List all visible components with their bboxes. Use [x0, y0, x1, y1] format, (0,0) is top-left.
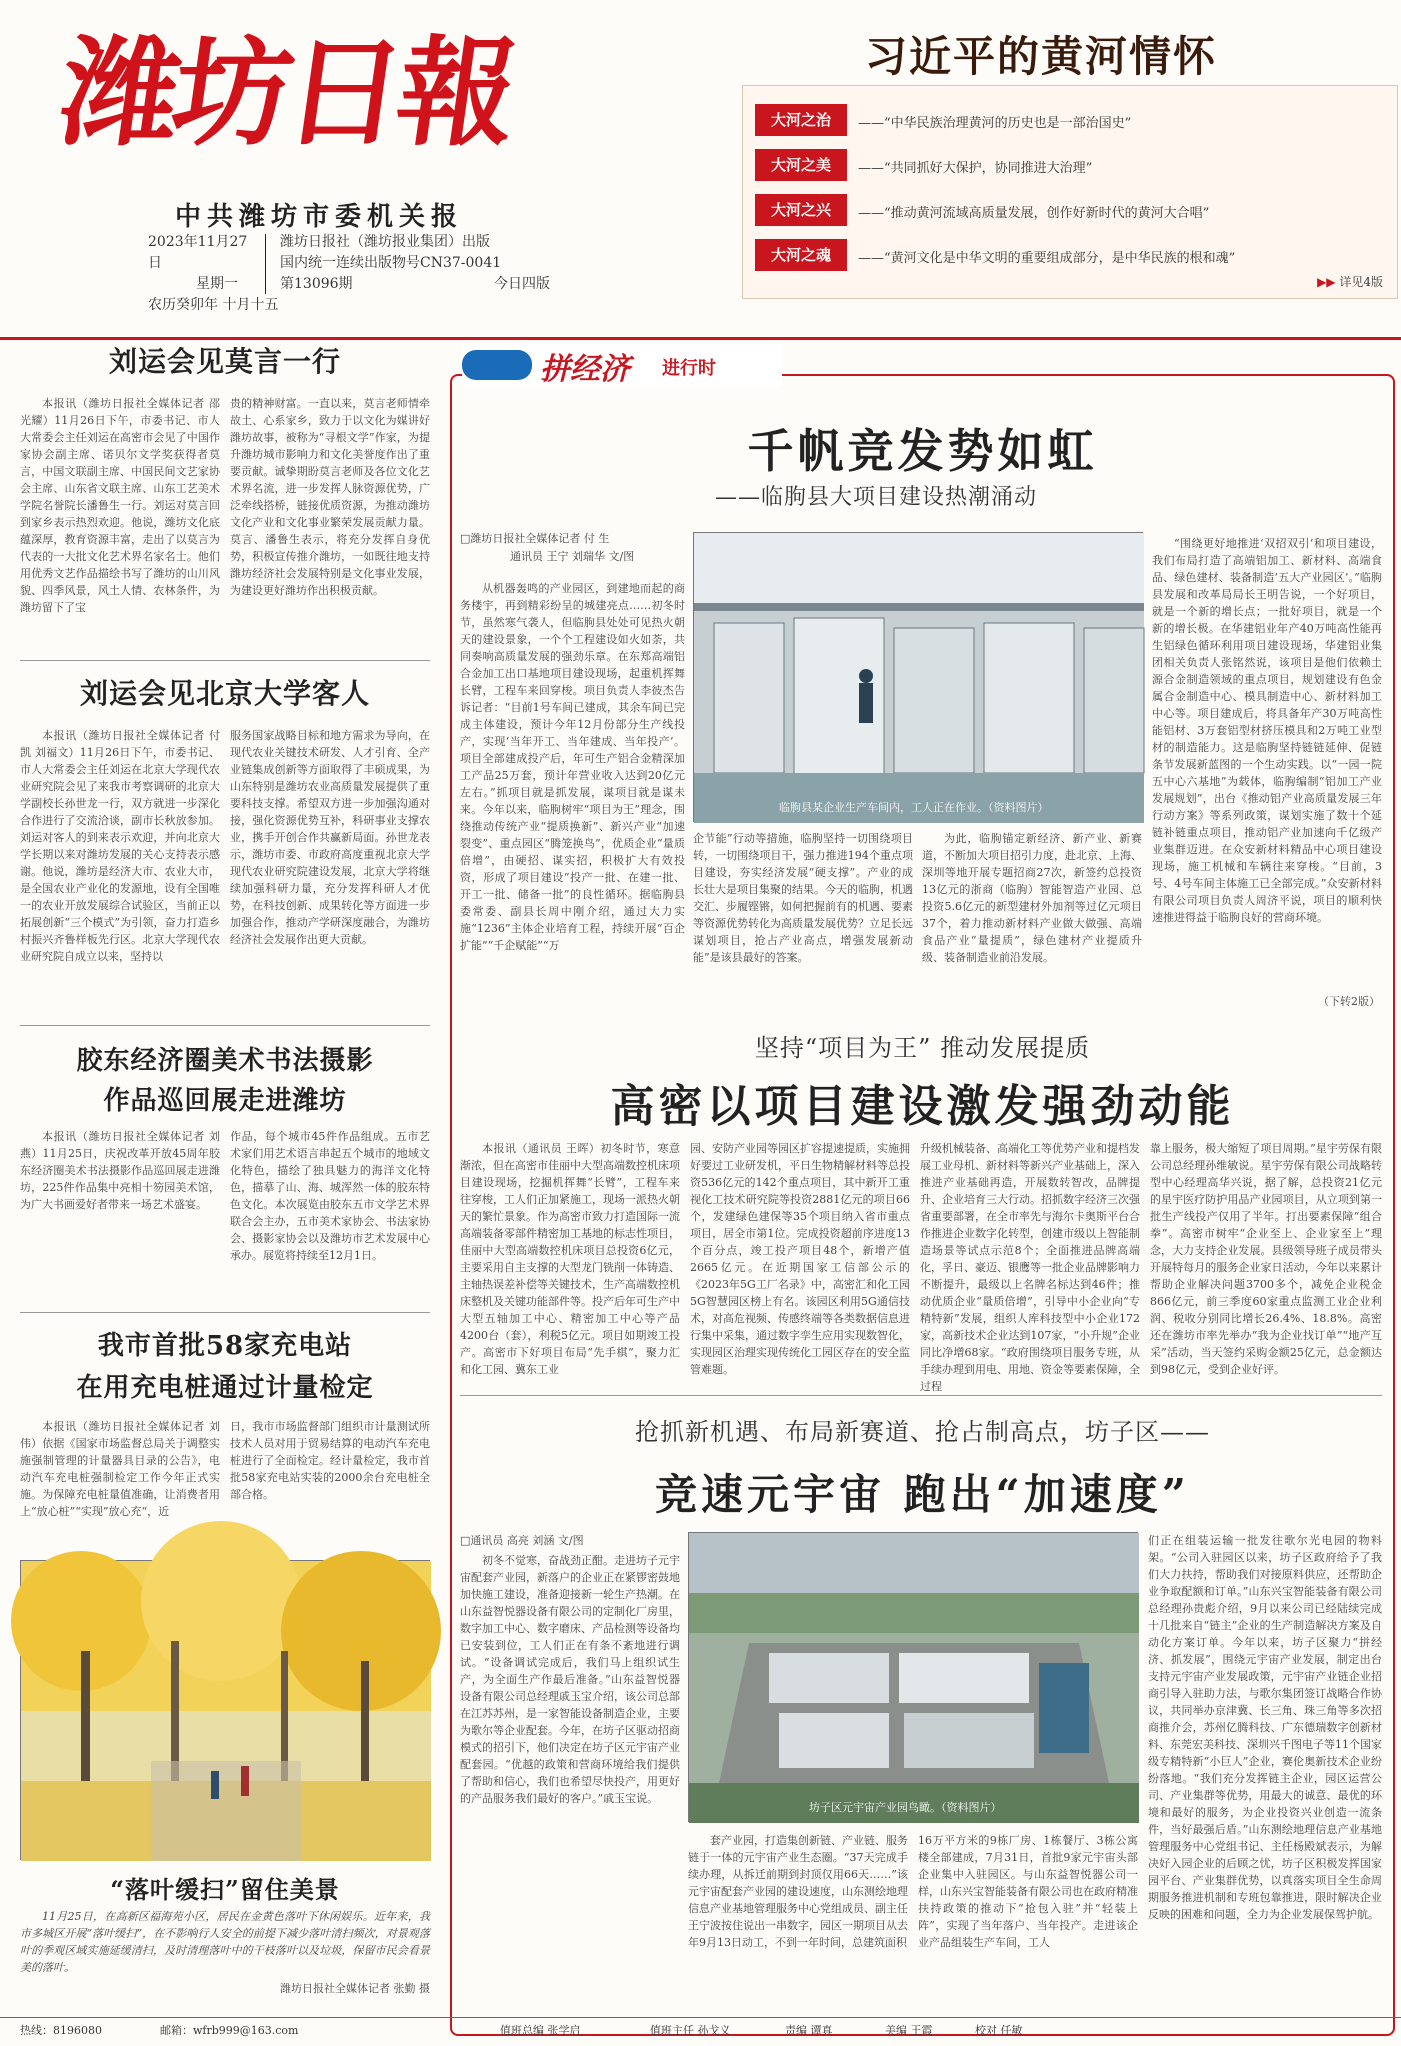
article-4-title-2[interactable]: 在用充电桩通过计量检定 — [76, 1373, 374, 1403]
globe-icon — [462, 350, 532, 380]
column-logo-main: 拼经济 — [540, 352, 630, 387]
article-2-title[interactable]: 刘运会见北京大学客人 — [79, 677, 370, 710]
story-3-col-4: 们正在组装运输一批发往歌尔光电园的物料架。“公司入驻园区以来，坊子区政府给予了我们大力扶持，帮助我们对接原料供应，还帮助企业争取配额和订单。”山东兴宝智能装备有限公司总经理孙贵彪介绍，9月以来公司已经陆续完成十几批来自“链主”企业的生产制造解决方案及自动化方案订单。今年以来，坊子区聚力“拼经济、抓发展”，围绕元宇宙产业发展，制定出台支持元宇宙产业发展政策，元宇宙产业链企业招商引导入驻助力法，与歌尔集团签订战略合作协议，共同举办京津冀、长三角、珠三角等多次招商推介会，苏州亿腾科技、广东德瑞数字创新材料、东莞宏美科技、深圳兴千图电子等11个国家级专精特新“小巨人”企业，赛伦奥新技术企业纷纷落地。“我们充分发挥链主企业，园区运营公司、产业集群等优势，用最大的诚意、最优的环境和最好的服务，为企业投资兴业创造一流条件，当好最强后盾。”山东测绘地理信息产业基地管理服务中心党组书记、主任杨殿斌表示，为解决好入园企业的后顾之忧，坊子区积极发挥国家园平台、产业集群优势，以真落实项目全生命周期服务推进机制和专班包靠推进，限时解决企业反映的困难和问题，全力为企业发展保驾护航。 — [1148, 1534, 1382, 1921]
story-1-subtitle: ——临朐县大项目建设热潮涌动 — [715, 485, 1038, 510]
story-1-byline-1: □潍坊日报社全媒体记者 付 生 — [460, 532, 610, 545]
story-3-col-1: 初冬不觉寒，奋战劲正酣。走进坊子元宇宙配套产业园，新落户的企业正在紧锣密鼓地加快施工建设，准备迎接新一轮生产热潮。在山东益智悦器设备有限公司的定制化厂房里，数字加工中心、数字磨床、产品检测等设备均已安装到位，工人们正在有条不紊地进行调试。“设备调试完成后，我们马上组织试生产，为全面生产作最后准备。”山东益智悦器设备有限公司总经理戚玉宝介绍，该公司总部在江苏苏州，是一家智能设备制造企业，主要为歌尔等企业配套。今年，在坊子区驱动招商模式的招引下，他们决定在坊子区元宇宙产业配套园。“优越的政策和营商环境给我们提供了帮助和信心，我们也希望尽快投产，用更好的产品服务我们最好的客户。”戚玉宝说。 — [460, 1554, 680, 1805]
article-1-col-2: 贵的精神财富。一直以来，莫言老师情牵故土、心系家乡，致力于以文化为媒讲好潍坊故事，被称为“寻根文学”作家，为提升潍坊城市影响力和文化美誉度作出了重要贡献。诚挚期盼莫言老师及各位文化艺术界名流，进一步发挥人脉资源优势，广泛牵线搭桥，链接优质资源，为推动潍坊文化产业和文化事业繁荣发展贡献力量。莫言、潘鲁生表示，将充分发挥自身优势，积极宣传推介潍坊，一如既往地支持潍坊经济社会发展特别是文化事业发展，为建设更好潍坊作出积极贡献。 — [230, 397, 430, 597]
story-1-byline-2: 通讯员 王宁 刘瑞华 文/图 — [510, 550, 635, 563]
cn-number: 国内统一连续出版物号CN37-0041 — [280, 255, 502, 271]
story-1-col-3: 为此，临朐锚定新经济、新产业、新赛道，不断加大项目招引力度，赴北京、上海、深圳等地开展专题招商27次，新签约总投资13亿元的浙商（临朐）智能智造产业园、总投资5.6亿元的新型建材外加剂等过亿元项目37个，着力推动新材料产业做大做强、高端食品产业“量提质”，绿色建材产业提质升级、装备制造业前沿发展。 — [922, 832, 1142, 964]
feature-box — [742, 85, 1398, 299]
story-2-col-1: 本报讯（通讯员 王晖）初冬时节，寒意渐浓，但在高密市佳丽中大型高端数控机床项目建设现场，挖掘机挥舞“长臂”，工程车来往穿梭，工人们正加紧施工，现场一派热火朝天的繁忙景象。作为高密市致力打造国际一流高端装备零部件精密加工基地的标志性项目，佳丽中大型高端数控机床项目总投资6亿元，主要采用自主支撑的大型龙门铣削一体铸造、主轴热误差补偿等关键技术，生产高端数控机床整机及关键功能部件等。投产后年可生产中大型五轴加工中心、精密加工中心等产品4200台（套），利税5亿元。项目如期竣工投产。高密市下好项目布局“先手棋”，聚力汇和化工园、冀东工业 — [460, 1142, 680, 1376]
article-1-title[interactable]: 刘运会见莫言一行 — [108, 345, 341, 378]
feature-line-2: ——“共同抓好大保护，协同推进大治理” — [858, 161, 1093, 176]
article-3-title-2[interactable]: 作品巡回展走进潍坊 — [103, 1086, 347, 1116]
aerial-photo-caption: 坊子区元宇宙产业园鸟瞰。（资料图片） — [809, 1801, 1002, 1814]
ginkgo-photo — [20, 1560, 430, 1860]
story-1-col-4: “围绕更好地推进‘双招双引’和项目建设，我们布局打造了高端铝加工、新材料、高端食品、绿色建材、装备制造‘五大产业园区’。”临朐县发展和改革局局长王明告说，一个好项目，就是一个新的增长点；一批好项目，就是一个新的增长极。在华建铝业年产40万吨高性能再生铝绿色循环利用项目建设现场，华建铝业集团相关负责人张铭然说，该项目是他们依赖土源合金制造领域的重点项目，规划建设有色金属合金制造中心、模具制造中心、新材料加工中心等。项目建成后，将具备年产30万吨高性能铝材、3万套铝型材挤压模具和2万吨工业型材的制造能力。这是临朐坚持链链延伸、促链条节发展新蓝图的一个生动实践。以“一园一院五中心六基地”为载体，临朐编制“铝加工产业发展规划”，出台《推动铝产业高质量发展三年行动方案》等系列政策，谋划实施了数十个延链补链重点项目，推动铝产业加速向千亿级产业集群迈进。在众安新材料精品中心项目建设现场，施工机械和车辆往来穿梭。“目前，3号、4号车间主体施工已全部完成。”众安新材料有限公司项目负责人周济平说，项目的顺利快速推进得益于临朐良好的营商环境。 — [1152, 537, 1382, 924]
article-3-col-1: 本报讯（潍坊日报社全媒体记者 刘燕）11月25日，庆祝改革开放45周年胶东经济圈美术书法摄影作品巡回展走进潍坊，225件作品集中亮相十笏园美术馆，为广大书画爱好者带来一场艺术盛宴。 — [20, 1130, 220, 1211]
footer-chief-editor: 值班总编 张学启 — [500, 2024, 581, 2037]
feature-tag-1[interactable]: 大河之治 — [755, 104, 847, 136]
issue-no-row — [280, 274, 550, 295]
story-3-title[interactable]: 竞速元宇宙 跑出“加速度” — [655, 1470, 1190, 1519]
footer-hotline: 热线：8196080 — [20, 2024, 102, 2037]
factory-photo-svg — [694, 533, 1144, 823]
feature-tag-2[interactable]: 大河之美 — [755, 149, 847, 181]
story-1-col-2: 企节能”行动等措施，临朐坚持一切围绕项目转，一切围绕项目干，强力推进194个重点项目建设，夯实经济发展“硬支撑”。产业的成长壮大是项目集聚的结果。今天的临朐，机遇交汇、步履铿锵，如何把握前有的机遇、要素等资源优势转化为高质量发展优势？立足长远谋划项目，抢占产业高点，增强发展新动能”是该县最好的答案。 — [693, 832, 913, 964]
article-1-col-1: 本报讯（潍坊日报社全媒体记者 邵光耀）11月26日下午，市委书记、市人大常委会主任刘运在高密市会见了中国作家协会副主席、诺贝尔文学奖获得者莫言，中国文联副主席、中国民间文艺家协会主席、山东省文联主席、山东工艺美术学院名誉院长潘鲁生一行。刘运对莫言回到家乡表示热烈欢迎。他说，潍坊文化底蕴深厚，教育资源丰富，走出了以莫言为代表的一大批文化艺术界名家名士。他们用优秀文艺作品描绘书写了潍坊的山川风貌、四季风景，风土人情、农林条件，为潍坊留下了宝 — [20, 397, 220, 614]
meta-divider — [265, 234, 266, 294]
article-4-col-2: 日，我市市场监督部门组织市计量测试所技术人员对用于贸易结算的电动汽车充电桩进行了全面检定。经计量检定，我市首批58家充电站实装的2000余台充电桩全部合格。 — [230, 1420, 430, 1501]
feature-title: 习近平的黄河情怀 — [865, 32, 1218, 81]
issue-lunar: 农历癸卯年 十月十五 — [148, 297, 279, 313]
article-4-title-1[interactable]: 我市首批58家充电站 — [97, 1331, 353, 1361]
footer-director: 值班主任 孙戈义 — [650, 2024, 731, 2037]
feature-line-3: ——“推动黄河流域高质量发展，创作好新时代的黄河大合唱” — [858, 206, 1210, 221]
ginkgo-photo-svg — [21, 1561, 431, 1861]
divider — [20, 1025, 430, 1026]
issue-weekday: 星期一 — [196, 276, 238, 292]
feature-line-1: ——“中华民族治理黄河的历史也是一部治国史” — [858, 116, 1132, 131]
column-logo — [462, 344, 782, 386]
divider — [460, 1395, 1382, 1396]
photo-caption-text: 11月25日，在高新区福海苑小区，居民在金黄色落叶下休闲娱乐。近年来，我市多城区开展“落叶缓扫”，在不影响行人安全的前提下减少落叶清扫频次，对景观落叶的季观区域实施延缓清扫，及时清理落叶中的干枝落叶以及垃圾，保留市民会看景美的落叶。 — [20, 1910, 430, 1974]
story-3-byline: □通讯员 高亮 刘涵 文/图 — [460, 1534, 584, 1547]
story-1-col-1: 从机器轰鸣的产业园区，到建地而起的商务楼宇，再到精彩纷呈的城建亮点……初冬时节，虽然寒气袭人，但临朐县处处可见热火朝天的建设景象，一个个工程建设如火如荼，共同奏响高质量发展的强劲乐章。在东郑高端铝合金加工出口基地项目建设现场，起重机挥舞长臂，工程车来回穿梭。项目负责人李彼杰告诉记者：“目前1号车间已建成，其余车间已完成主体建设，预计今年12月份部分生产线投产，实现‘当年开工、当年建成、当年投产’。项目全部建成投产后，年可生产铝合金精深加工产品25万套，预计年营业收入达到20亿元左右。”抓项目就是抓发展，谋项目就是谋未来。今年以来，临朐树牢“项目为王”理念，围绕推动传统产业“提质换新”、新兴产业“加速裂变”、重点园区“腾笼换鸟”，优质企业“量质倍增”，由硬招、谋实招，积极扩大有效投资，形成了项目建设“投产一批、在建一批、开工一批、储备一批”的良性循环。据临朐县委常委、副县长周中刚介绍，通过大力实施“1236”主体企业培育工程，持续开展“百企扩能”“千企赋能”“万 — [460, 582, 685, 952]
photo-credit: 潍坊日报社全媒体记者 张勤 摄 — [280, 1982, 430, 1995]
footer-email[interactable]: 邮箱：wfrb999@163.com — [160, 2024, 299, 2037]
aerial-photo-svg — [689, 1533, 1139, 1823]
article-4-col-1: 本报讯（潍坊日报社全媒体记者 刘伟）依据《国家市场监督总局关于调整实施强制管理的计量器具目录的公告》，电动汽车充电桩强制检定工作今年正式实施。为保障充电桩量值准确，让消费者用上“放心桩”“实现”放心充“，近 — [20, 1420, 220, 1518]
organ-line: 中共潍坊市委机关报 — [175, 202, 464, 232]
masthead-logo: 潍坊日報 — [52, 23, 520, 162]
story-3-kicker: 抢抓新机遇、布局新赛道、抢占制高点，坊子区—— — [635, 1418, 1210, 1446]
story-2-col-2: 园、安防产业园等园区扩容提速提质，实施拥好要过工业研发机，平日生物精解材料等总投资536亿元的142个重点项目，其中新开工重视化工技术研究院等投资2881亿元的项目66个，发建绿色建保等35个项目纳入省市重点项目，居全市第1位。完成投资超前序进度13个百分点，竣工投产项目48个，新增产值2665亿元。在近期国家工信部公示的《2023年5G工厂名录》中，高密汇和化工园5G智慧园区榜上有名。该园区利用5G通信技术，对高危视频、传感终端等各类数据信息进行集中采集，通过数字孪生应用实现数智化，实现园区治理实现传统化工园区存在的安全监管难题。 — [690, 1142, 910, 1376]
photo-title: “落叶缓扫”留住美景 — [110, 1875, 340, 1904]
feature-tag-3[interactable]: 大河之兴 — [755, 194, 847, 226]
story-1-title[interactable]: 千帆竞发势如虹 — [747, 424, 1098, 478]
column-logo-sub: 进行时 — [662, 358, 716, 379]
story-2-kicker: 坚持“项目为王” 推动发展提质 — [754, 1034, 1091, 1062]
footer-bar — [0, 2017, 1401, 2046]
page-count: 今日四版 — [494, 276, 550, 292]
story-2-col-3: 升级机械装备、高端化工等优势产业和提档发展工业母机、新材料等新兴产业基础上，深入推进产业基础再造，开展数转智改，品牌提升、企业培育三大行动。招抓数字经济三次强省重要部署，在全市率先与海尔卡奥斯平台合作推进企业数字化转型，创建市级以上智能制造场景等试点示范8个；全面推进品牌高端化，孚日、豪迈、银鹰等一批企业品牌影响力不断提升，最级以上名牌名标达到46件；推动优质企业“量质倍增”，引导中小企业向“专精特新”发展，组织人库科技型中小企业172家，高新技术企业达到107家，“小升规”企业同比净增68家。“政府围绕项目服务专班，从手续办理到用电、用地、资金等要素保障，全过程 — [920, 1142, 1140, 1393]
article-3-title-1[interactable]: 胶东经济圈美术书法摄影 — [76, 1046, 374, 1076]
story-1-more[interactable]: （下转2版） — [1318, 995, 1380, 1008]
story-3-col-3: 16万平方米的9栋厂房、1栋餐厅、3栋公寓楼全部建成，7月31日，首批9家元宇宙头部企业集中入驻园区。与山东益智悦器公司一样，山东兴宝智能装备有限公司也在政府精准扶持政策的推动下“抢包入驻”并“轻装上阵”，实现了当年落户、当年投产。走进该企业产品组装生产车间，工人 — [918, 1834, 1138, 1949]
arrow-right-icon: ▶▶ — [1317, 275, 1336, 289]
article-2-col-1: 本报讯（潍坊日报社全媒体记者 付凯 刘福文）11月26日下午，市委书记、市人大常委会主任刘运在北京大学现代农业研究院会见了来我市考察调研的北京大学副校长孙世龙一行，双方就进一步深化合作进行了交流洽谈，副市长秋放参加。刘运对客人的到来表示欢迎，并向北京大学长期以来对潍坊发展的关心支持表示感谢。他说，潍坊是经济大市、农业大市，是全国农业产业化的发源地，设有全国唯一的农业开放发展综合试验区，当前正以拓展创新“三个模式”为引领，奋力打造乡村振兴齐鲁样板先行区。北京大学现代农业研究院自成立以来，坚持以 — [20, 729, 220, 963]
story-2-title[interactable]: 高密以项目建设激发强劲动能 — [610, 1081, 1235, 1132]
feature-more[interactable] — [1317, 273, 1383, 290]
story-2-col-4: 靠上服务，极大缩短了项目周期。”星宇劳保有限公司总经理孙维敏说。星宇劳保有限公司战略转型中心经理高华兴说，据了解，总投资21亿元的星宇医疗防护用品产业园项目，从立项到第一批生产线投产仅用了半年。打出要素保障“组合拳”。高密市树牢“企业至上、企业家至上”理念，大力支持企业发展。县级领导班子成员带头开展特每月的服务企业家日活动，今年以来累计帮助企业解决问题3700多个，减免企业税金866亿元，前三季度60家重点监测工业企业利润、税收分别同比增长26.4%、18.8%。高密还在潍坊市率先举办“我为企业找订单”“地产互采”活动，当天签约采购金额25亿元，总金额达到98亿元，受到企业好评。 — [1150, 1142, 1382, 1376]
issue-date: 2023年11月27日 — [148, 234, 248, 271]
aerial-photo — [688, 1532, 1138, 1822]
feature-tag-4[interactable]: 大河之魂 — [755, 239, 847, 271]
footer-proofreader: 校对 任敏 — [975, 2024, 1023, 2037]
feature-line-4: ——“黄河文化是中华文明的重要组成部分，是中华民族的根和魂” — [858, 251, 1236, 266]
divider — [20, 1312, 430, 1313]
publisher-block — [280, 232, 630, 295]
feature-more-label: 详见4版 — [1339, 275, 1383, 289]
article-3-col-2: 作品，每个城市45件作品组成。五市艺术家们用艺术语言串起五个城市的地域文化特色，描绘了独具魅力的海洋文化特色，描摹了山、海、城浑然一体的胶东特色文化。本次展览由胶东五市文学艺术界联合会主办，五市美术家协会、书法家协会、摄影家协会以及潍坊市艺术发展中心承办。展览将持续至12月1日。 — [230, 1130, 430, 1262]
publisher: 潍坊日报社（潍坊报业集团）出版 — [280, 234, 490, 250]
article-2-col-2: 服务国家战略目标和地方需求为导向，在现代农业关键技术研发、人才引育、全产业链集成创新等方面取得了丰硕成果，为山东特别是潍坊农业高质量发展提供了重要科技支撑。希望双方进一步加强沟通对接，强化资源优势互补，科研事业支撑农业，携手开创合作共赢新局面。孙世龙表示，潍坊市委、市政府高度重视北京大学现代农业研究院建设发展，北京大学将继续加强科研力量，充分发挥科研人才优势，在科技创新、成果转化等方面进一步加强合作，推动产学研深度融合，为潍坊经济社会发展作出更大贡献。 — [230, 729, 430, 946]
issue-number: 第13096期 — [280, 276, 353, 292]
issue-date-block — [148, 232, 279, 316]
footer-designer: 美编 王霞 — [885, 2024, 933, 2037]
story-3-col-2: 套产业园，打造集创新链、产业链、服务链于一体的元宇宙产业生态圈。“37天完成手续办理，从拆迁前期到封顶仅用66天……”该元宇宙配套产业园的建设速度，山东测绘地理信息产业基地管理服务中心党组成员、副主任王宁波按住说出一串数字，园区一期项目从去年9月13日动工，不到一年时间，总建筑面积 — [688, 1834, 908, 1949]
footer-editor: 责编 谭真 — [785, 2024, 833, 2037]
factory-photo-caption: 临朐县某企业生产车间内，工人正在作业。（资料图片） — [779, 801, 1049, 814]
factory-photo — [693, 532, 1143, 822]
divider — [20, 660, 430, 661]
